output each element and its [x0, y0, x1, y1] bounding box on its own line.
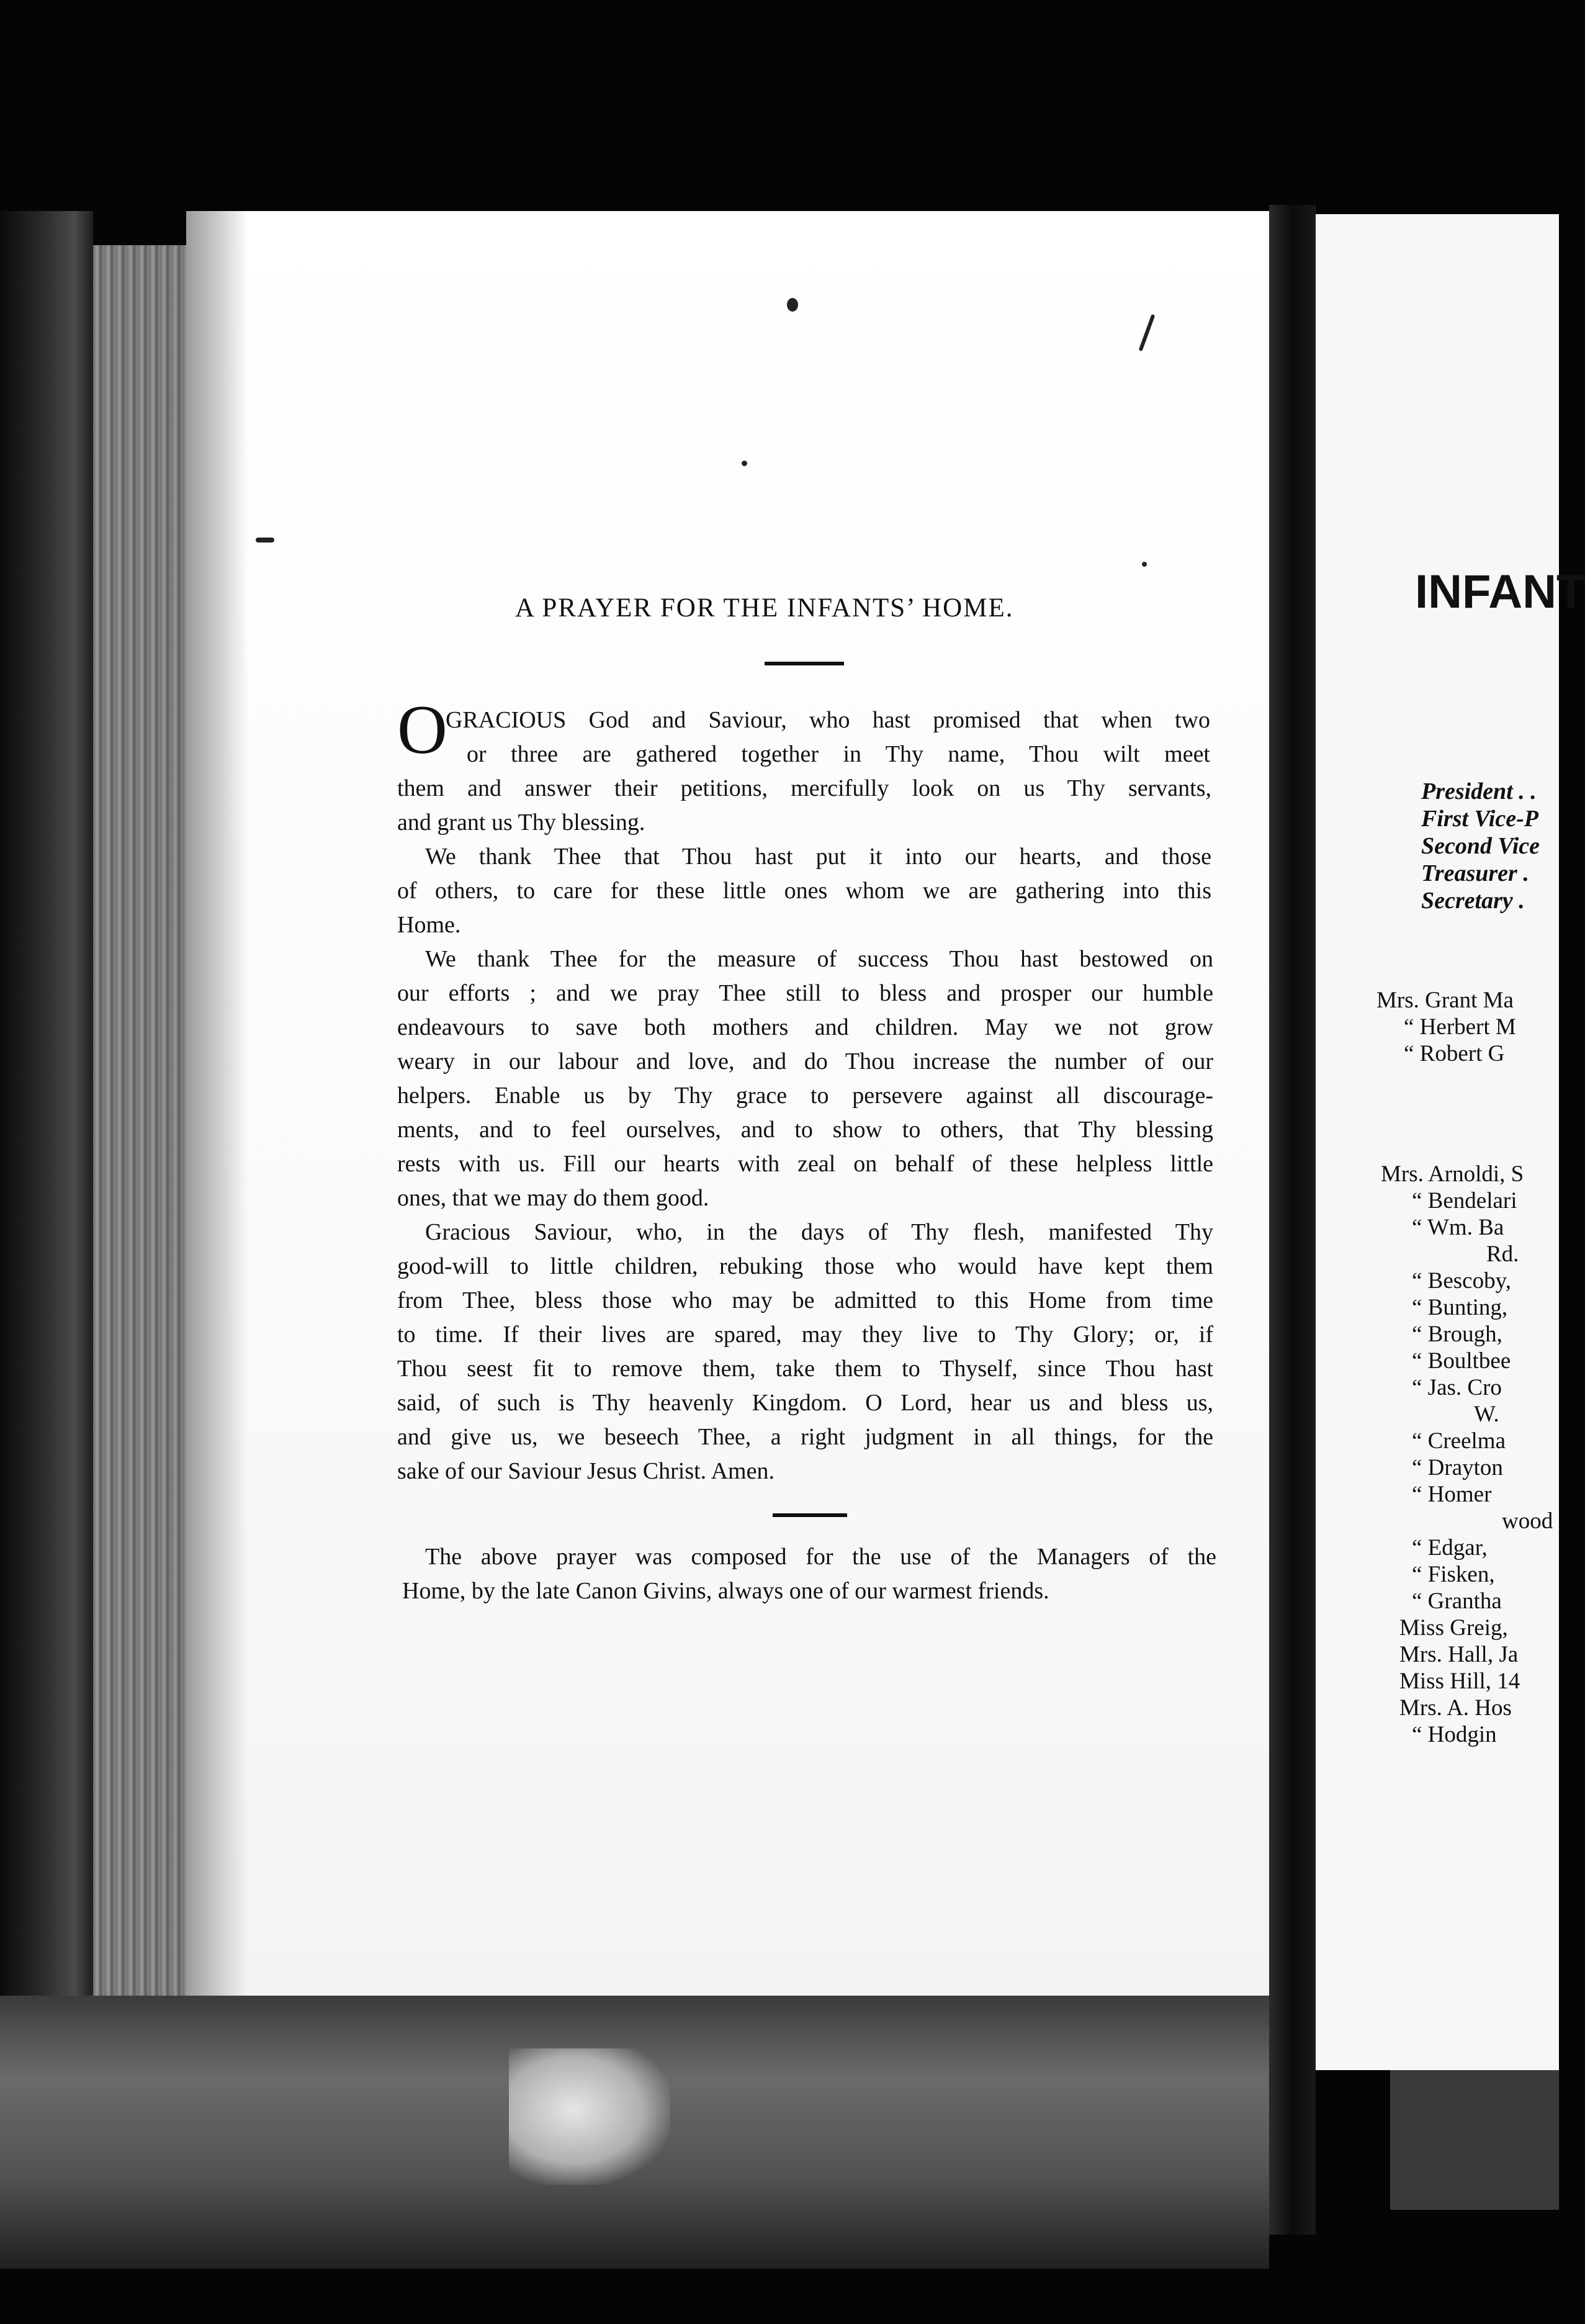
prayer-line: and grant us Thy blessing. — [397, 809, 645, 835]
manager-entry: “ Robert G — [1404, 1041, 1505, 1066]
page-title: A PRAYER FOR THE INFANTS’ HOME. — [515, 593, 1014, 623]
manager-entry: “ Herbert M — [1404, 1014, 1516, 1040]
manager-entry: “ Edgar, — [1412, 1535, 1488, 1561]
manager-entry: “ Homer — [1412, 1482, 1492, 1507]
manager-entry: Mrs. Grant Ma — [1376, 988, 1514, 1013]
prayer-line: endeavours to save both mothers and children. May we not grow — [397, 1014, 1213, 1040]
right-page — [1316, 214, 1559, 2070]
note-line: The above prayer was composed for the use of the Managers of the — [425, 1544, 1216, 1570]
prayer-line: to time. If their lives are spared, may they live to Thy Glory; or, if — [397, 1322, 1213, 1348]
manager-entry: “ Bendelari — [1412, 1188, 1517, 1214]
note-line: Home, by the late Canon Givins, always one of our warmest friends. — [402, 1578, 1049, 1604]
prayer-line: from Thee, bless those who may be admitted to this Home from time — [397, 1287, 1213, 1313]
ink-speck — [1142, 562, 1147, 567]
manager-entry: Mrs. A. Hos — [1399, 1695, 1512, 1721]
manager-entry: “ Fisken, — [1412, 1562, 1495, 1587]
manager-entry: “ Jas. Cro — [1412, 1375, 1502, 1400]
prayer-line: them and answer their petitions, mercifully look on us Thy servants, — [397, 775, 1211, 801]
prayer-line: We thank Thee that Thou hast put it into our hearts, and those — [425, 844, 1211, 870]
prayer-line: Home. — [397, 912, 461, 938]
manager-entry: “ Wm. Ba — [1412, 1215, 1504, 1240]
prayer-line: GRACIOUS God and Saviour, who hast promised that when two — [446, 707, 1210, 733]
manager-entry: “ Grantha — [1412, 1588, 1502, 1614]
prayer-line: rests with us. Fill our hearts with zeal on behalf of these helpless little — [397, 1151, 1213, 1177]
right-page-bottom-shadow — [1390, 2067, 1559, 2210]
officer-label: President . . — [1421, 778, 1537, 804]
manager-entry: wood — [1502, 1508, 1553, 1534]
right-page-title: INFANT — [1415, 565, 1585, 618]
manager-entry: Miss Greig, — [1399, 1615, 1508, 1641]
prayer-line: of others, to care for these little ones whom we are gathering into this — [397, 878, 1211, 904]
prayer-line: Thou seest fit to remove them, take them to Thyself, since Thou hast — [397, 1356, 1213, 1382]
manager-entry: “ Bescoby, — [1412, 1268, 1511, 1294]
officer-label: Treasurer . — [1421, 860, 1529, 886]
prayer-line: helpers. Enable us by Thy grace to persevere against all discourage- — [397, 1083, 1213, 1109]
officer-label: First Vice-P — [1421, 806, 1538, 832]
section-divider — [773, 1513, 847, 1517]
prayer-line: and give us, we beseech Thee, a right judgment in all things, for the — [397, 1424, 1213, 1450]
ink-speck — [256, 538, 274, 543]
manager-entry: Miss Hill, 14 — [1399, 1669, 1520, 1694]
officer-label: Secretary . — [1421, 888, 1525, 914]
prayer-line: sake of our Saviour Jesus Christ. Amen. — [397, 1458, 775, 1484]
ink-speck — [742, 461, 747, 466]
torn-paper-fragment — [509, 2048, 670, 2185]
prayer-line: Gracious Saviour, who, in the days of Thy flesh, manifested Thy — [425, 1219, 1213, 1245]
ink-speck — [787, 298, 798, 312]
manager-entry: W. — [1474, 1402, 1499, 1427]
manager-entry: Rd. — [1486, 1241, 1519, 1267]
prayer-line: said, of such is Thy heavenly Kingdom. O Lord, hear us and bless us, — [397, 1390, 1213, 1416]
prayer-line: weary in our labour and love, and do Thou increase the number of our — [397, 1048, 1213, 1074]
manager-entry: “ Bunting, — [1412, 1295, 1508, 1320]
page-stack-edges — [93, 245, 192, 2045]
prayer-line: good-will to little children, rebuking those who would have kept them — [397, 1253, 1213, 1279]
manager-entry: Mrs. Hall, Ja — [1399, 1642, 1519, 1667]
officer-label: Second Vice — [1421, 833, 1540, 859]
book-spine — [1269, 205, 1316, 2235]
manager-entry: Mrs. Arnoldi, S — [1381, 1161, 1524, 1187]
book-edge-shadow — [0, 211, 93, 2179]
title-divider — [765, 662, 844, 665]
prayer-line: ments, and to feel ourselves, and to show to others, that Thy blessing — [397, 1117, 1213, 1143]
manager-entry: “ Drayton — [1412, 1455, 1503, 1480]
manager-entry: “ Hodgin — [1412, 1722, 1497, 1747]
prayer-line: our efforts ; and we pray Thee still to bless and prosper our humble — [397, 980, 1213, 1006]
prayer-line: We thank Thee for the measure of success Thou hast bestowed on — [425, 946, 1213, 972]
manager-entry: “ Brough, — [1412, 1322, 1502, 1347]
manager-entry: “ Boultbee — [1412, 1348, 1511, 1374]
prayer-line: or three are gathered together in Thy name, Thou wilt meet — [467, 741, 1210, 767]
manager-entry: “ Creelma — [1412, 1428, 1506, 1454]
prayer-line: ones, that we may do them good. — [397, 1185, 709, 1211]
drop-cap: O — [397, 691, 447, 768]
